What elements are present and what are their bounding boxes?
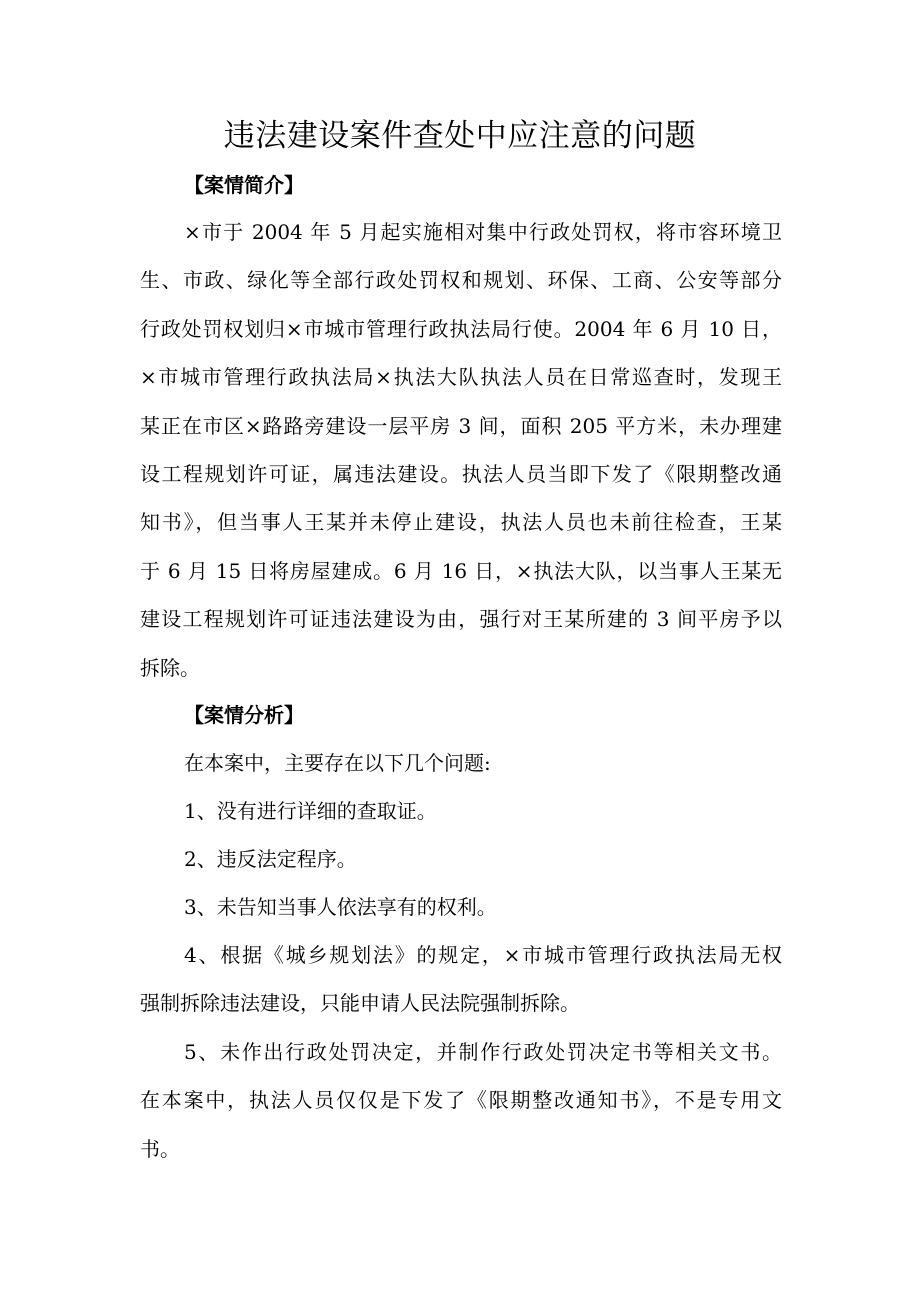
paragraph-line: 3、未告知当事人依法享有的权利。 bbox=[184, 895, 497, 919]
paragraph-line: 设工程规划许可证，属违法建设。执法人员当即下发了《限期整改通 bbox=[140, 462, 782, 487]
analysis-item-2 bbox=[140, 835, 782, 883]
paragraph-line: ×市于 2004 年 5 月起实施相对集中行政处罚权，将市容环境卫 bbox=[184, 220, 782, 244]
paragraph-line: 在本案中，主要存在以下几个问题: bbox=[184, 751, 491, 775]
paragraph-line: 拆除。 bbox=[140, 655, 200, 680]
case-analysis-intro bbox=[140, 739, 782, 787]
document-title: 违法建设案件查处中应注意的问题 bbox=[223, 118, 697, 154]
paragraph-line: 生、市政、绿化等全部行政处罚权和规划、环保、工商、公安等部分 bbox=[140, 268, 782, 293]
paragraph-line: 某正在市区×路路旁建设一层平房 3 间，面积 205 平方米，未办理建 bbox=[140, 413, 782, 438]
paragraph-line: 2、违反法定程序。 bbox=[184, 847, 357, 871]
analysis-item-3 bbox=[140, 883, 782, 931]
paragraph-line: 书。 bbox=[140, 1136, 180, 1161]
case-summary-paragraph bbox=[140, 208, 782, 692]
paragraph-line: 4、根据《城乡规划法》的规定，×市城市管理行政执法局无权 bbox=[184, 943, 782, 967]
paragraph-line: 知书》，但当事人王某并未停止建设，执法人员也未前往检查，王某 bbox=[140, 510, 782, 535]
paragraph-line: 于 6 月 15 日将房屋建成。6 月 16 日，×执法大队，以当事人王某无 bbox=[140, 558, 782, 583]
analysis-item-4 bbox=[140, 931, 782, 1028]
paragraph-line: 行政处罚权划归×市城市管理行政执法局行使。2004 年 6 月 10 日， bbox=[140, 316, 782, 341]
paragraph-line: 在本案中，执法人员仅仅是下发了《限期整改通知书》，不是专用文 bbox=[140, 1088, 782, 1113]
paragraph-line: 5、未作出行政处罚决定，并制作行政处罚决定书等相关文书。 bbox=[184, 1040, 782, 1064]
paragraph-line: 建设工程规划许可证违法建设为由，强行对王某所建的 3 间平房予以 bbox=[140, 607, 782, 632]
section-heading-case-summary: 【案情简介】 bbox=[184, 173, 304, 197]
paragraph-line: 强制拆除违法建设，只能申请人民法院强制拆除。 bbox=[140, 991, 580, 1016]
paragraph-line: ×市城市管理行政执法局×执法大队执法人员在日常巡查时，发现王 bbox=[140, 365, 782, 390]
section-heading-case-analysis: 【案情分析】 bbox=[184, 703, 304, 727]
analysis-item-1 bbox=[140, 787, 782, 835]
paragraph-line: 1、没有进行详细的查取证。 bbox=[184, 799, 437, 823]
analysis-item-5 bbox=[140, 1028, 782, 1173]
